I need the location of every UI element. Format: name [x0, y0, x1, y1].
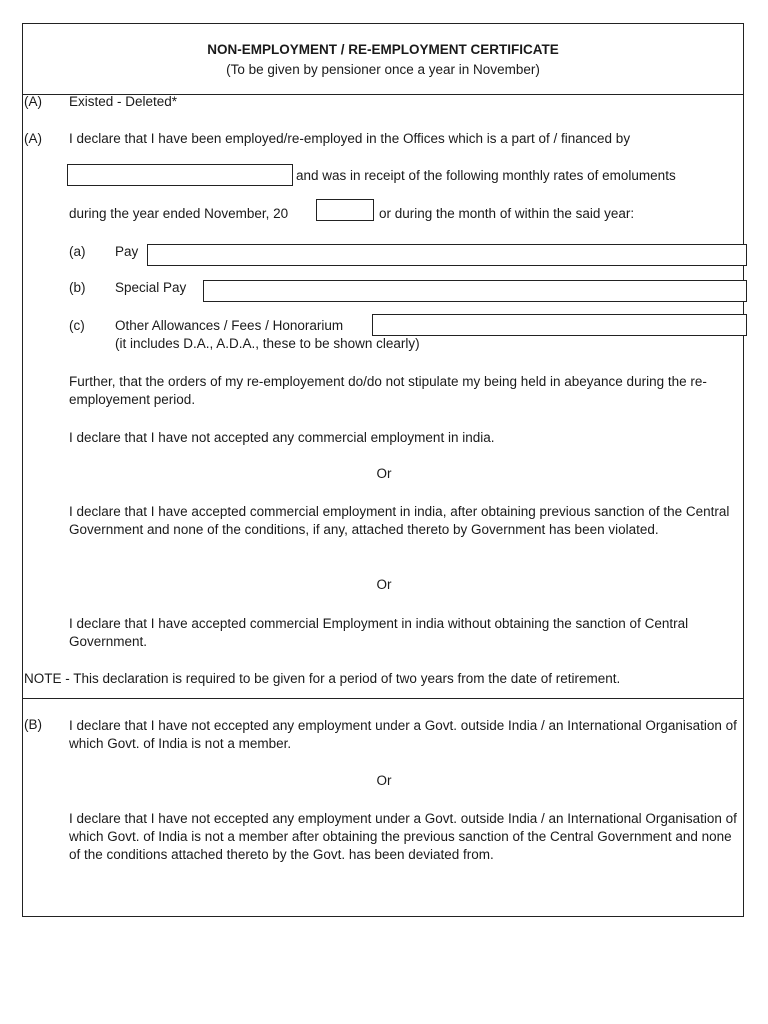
other-allowances-label: Other Allowances / Fees / Honorarium	[115, 318, 344, 333]
section-divider	[22, 698, 744, 699]
retirement-note: NOTE - This declaration is required to be given for a period of two years from the date of retirement.	[24, 671, 621, 686]
or-separator: Or	[376, 577, 392, 592]
declaration-line-2: and was in receipt of the following monthly rates of emoluments	[296, 168, 676, 183]
declaration-line-1: I declare that I have been employed/re-employed in the Offices which is a part of / financed by	[69, 131, 631, 146]
other-allowances-note: (it includes D.A., A.D.A., these to be shown clearly)	[115, 336, 420, 351]
section-label: (A)	[24, 94, 42, 109]
section-a-label: (A)	[24, 131, 42, 146]
special-pay-input[interactable]	[204, 281, 746, 301]
section-b-label: (B)	[24, 717, 42, 732]
declaration-line-3-prefix: during the year ended November, 20	[69, 206, 289, 221]
accepted-with-sanction-paragraph: I declare that I have accepted commercial employment in india, after obtaining previous sanction of the Central Government and none of the conditions, if any, attached thereto by Government has been violated.	[69, 504, 730, 537]
or-separator: Or	[376, 466, 392, 481]
other-allowances-input[interactable]	[373, 315, 746, 335]
section-b-paragraph-2: I declare that I have not eccepted any employment under a Govt. outside India / an International Organisation of which Govt. of India is not a member after obtaining the previous sanction of the Central Government and none of the conditions attached thereto by the Govt. has been deviated from.	[69, 811, 737, 862]
page-title: NON-EMPLOYMENT / RE-EMPLOYMENT CERTIFICATE	[207, 42, 559, 57]
declaration-line-3-suffix: or during the month of within the said year:	[379, 206, 635, 221]
pay-field[interactable]	[147, 244, 747, 266]
section-b-paragraph-1: I declare that I have not eccepted any employment under a Govt. outside India / an International Organisation of which Govt. of India is not a member.	[69, 718, 737, 751]
item-marker-c: (c)	[69, 318, 85, 333]
item-marker-a: (a)	[69, 244, 86, 259]
not-accepted-paragraph: I declare that I have not accepted any commercial employment in india.	[69, 430, 495, 445]
office-field[interactable]	[67, 164, 293, 186]
other-allowances-field[interactable]	[372, 314, 747, 336]
further-paragraph: Further, that the orders of my re-employement do/do not stipulate my being held in abeyance during the re-employement period.	[69, 374, 707, 407]
year-input[interactable]	[317, 200, 373, 220]
office-input[interactable]	[68, 165, 292, 185]
accepted-without-sanction-paragraph: I declare that I have accepted commercial Employment in india without obtaining the sanction of Central Government.	[69, 616, 689, 649]
item-marker-b: (b)	[69, 280, 86, 295]
year-field[interactable]	[316, 199, 374, 221]
special-pay-field[interactable]	[203, 280, 747, 302]
special-pay-label: Special Pay	[115, 280, 187, 295]
page-subtitle: (To be given by pensioner once a year in November)	[226, 62, 540, 77]
or-separator: Or	[376, 773, 392, 788]
pay-input[interactable]	[148, 245, 746, 265]
deleted-note: Existed - Deleted*	[69, 94, 178, 109]
pay-label: Pay	[115, 244, 139, 259]
